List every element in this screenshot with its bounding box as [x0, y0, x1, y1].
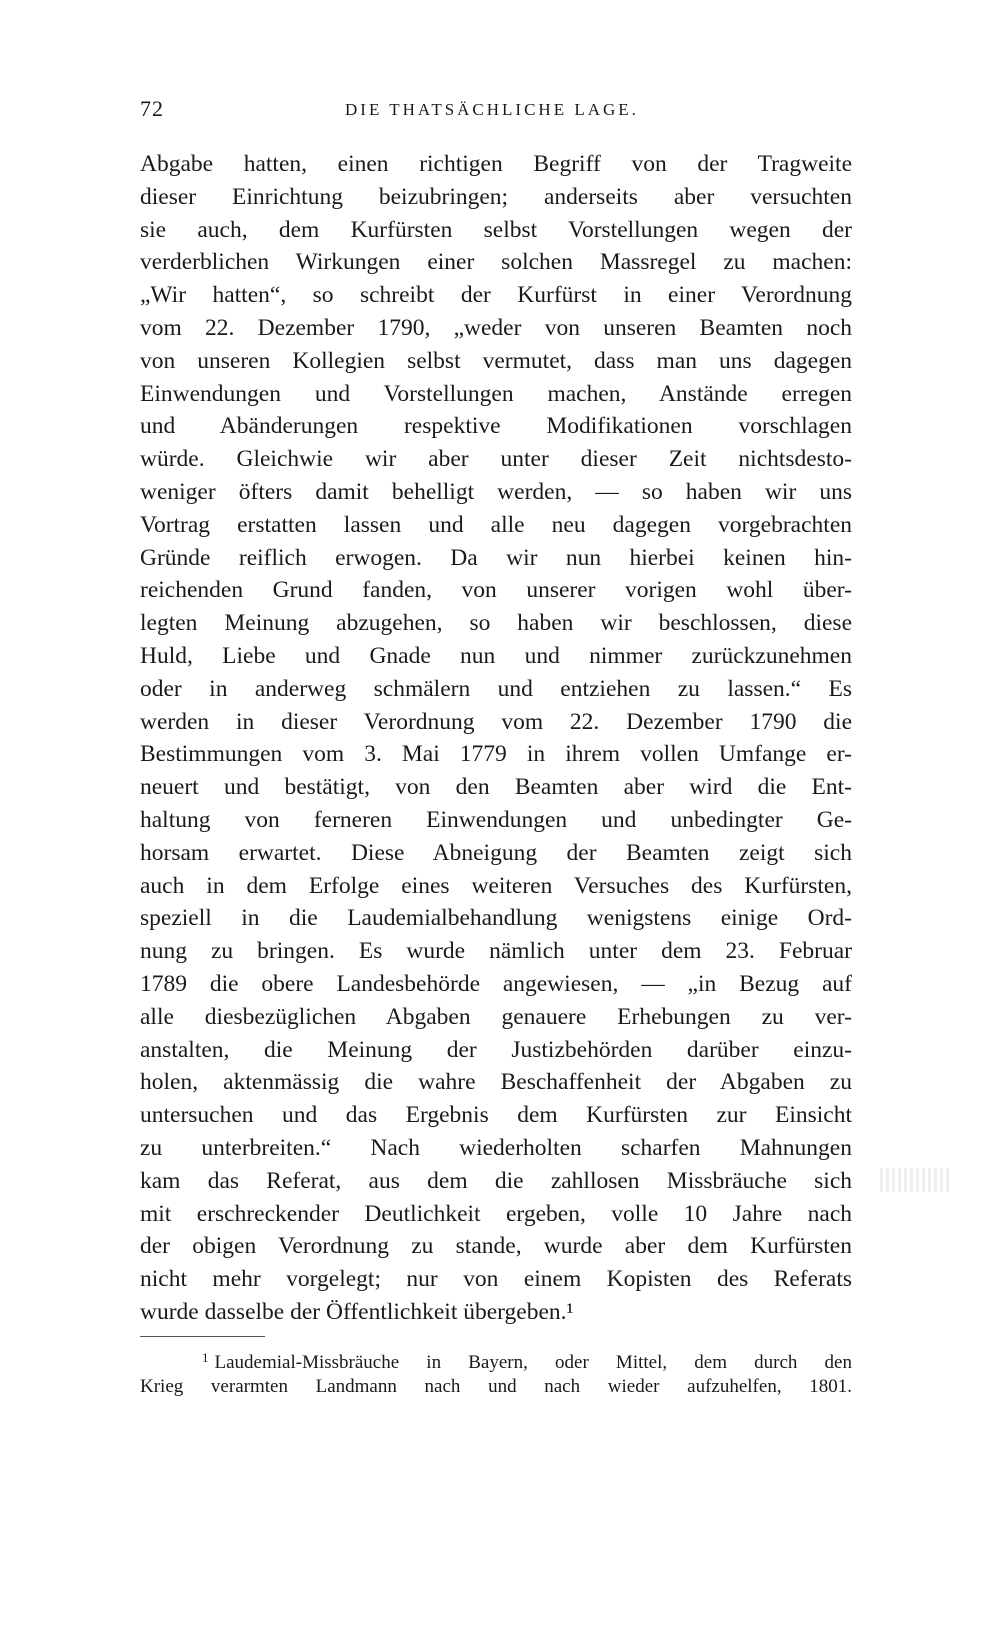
body-line: mit erschreckender Deutlichkeit ergeben, volle 10 Jahre nach: [140, 1200, 852, 1227]
body-line: vom 22. Dezember 1790, „weder von unseren Beamten noch: [140, 314, 852, 341]
body-line: untersuchen und das Ergebnis dem Kurfürsten zur Einsicht: [140, 1102, 852, 1129]
body-line: dieser Einrichtung beizubringen; anderseits aber versuchten: [140, 183, 852, 210]
body-line: und Abänderungen respektive Modifikationen vorschlagen: [140, 413, 852, 440]
footnote-line: Krieg verarmten Landmann nach und nach wieder aufzuhelfen, 1801.: [140, 1376, 852, 1397]
footnote-rule: [140, 1336, 265, 1337]
body-line: speziell in die Laudemialbehandlung wenigstens einige Ord-: [140, 905, 852, 932]
body-line: nung zu bringen. Es wurde nämlich unter dem 23. Februar: [140, 938, 852, 965]
body-line: Bestimmungen vom 3. Mai 1779 in ihrem vollen Umfange er-: [140, 741, 852, 768]
page-number: 72: [140, 96, 164, 121]
footnotes: [140, 1343, 852, 1401]
body-text: [140, 148, 852, 1329]
body-line: von unseren Kollegien selbst vermutet, dass man uns dagegen: [140, 347, 852, 374]
body-line: Huld, Liebe und Gnade nun und nimmer zurückzunehmen: [140, 642, 852, 669]
footnote-line: [140, 1343, 852, 1372]
body-line: „Wir hatten“, so schreibt der Kurfürst in einer Verordnung: [140, 282, 852, 309]
body-line: holen, aktenmässig die wahre Beschaffenheit der Abgaben zu: [140, 1069, 852, 1096]
body-line: neuert und bestätigt, von den Beamten aber wird die Ent-: [140, 774, 852, 801]
body-line: verderblichen Wirkungen einer solchen Massregel zu machen:: [140, 249, 852, 276]
body-line: anstalten, die Meinung der Justizbehörden darüber einzu-: [140, 1036, 852, 1063]
body-line: Abgabe hatten, einen richtigen Begriff von der Tragweite: [140, 151, 852, 177]
running-title: DIE THATSÄCHLICHE LAGE.: [345, 100, 639, 119]
body-line: 1789 die obere Landesbehörde angewiesen, — „in Bezug auf: [140, 970, 852, 997]
body-line: oder in anderweg schmälern und entziehen zu lassen.“ Es: [140, 675, 852, 702]
body-line: der obigen Verordnung zu stande, wurde aber dem Kurfürsten: [140, 1233, 852, 1260]
running-head: [140, 96, 850, 126]
bleed-through-mark: [880, 1168, 950, 1192]
body-line: würde. Gleichwie wir aber unter dieser Zeit nichtsdesto-: [140, 446, 852, 473]
body-line: kam das Referat, aus dem die zahllosen Missbräuche sich: [140, 1167, 852, 1194]
footnote-marker: 1: [202, 1350, 209, 1365]
body-line: Gründe reiflich erwogen. Da wir nun hierbei keinen hin-: [140, 544, 852, 571]
body-line: reichenden Grund fanden, von unserer vorigen wohl über-: [140, 577, 852, 604]
body-line: werden in dieser Verordnung vom 22. Dezember 1790 die: [140, 708, 852, 735]
body-line: legten Meinung abzugehen, so haben wir beschlossen, diese: [140, 610, 852, 637]
body-line: weniger öfters damit behelligt werden, — so haben wir uns: [140, 478, 852, 505]
body-line: Vortrag erstatten lassen und alle neu dagegen vorgebrachten: [140, 511, 852, 538]
body-line: Einwendungen und Vorstellungen machen, Anstände erregen: [140, 380, 852, 407]
body-line: sie auch, dem Kurfürsten selbst Vorstellungen wegen der: [140, 216, 852, 243]
body-line: haltung von ferneren Einwendungen und unbedingter Ge-: [140, 806, 852, 833]
body-line: zu unterbreiten.“ Nach wiederholten scharfen Mahnungen: [140, 1134, 852, 1161]
body-line: alle diesbezüglichen Abgaben genauere Erhebungen zu ver-: [140, 1003, 852, 1030]
footnote-text: Laudemial-Missbräuche in Bayern, oder Mittel, dem durch den: [214, 1352, 852, 1372]
body-line: nicht mehr vorgelegt; nur von einem Kopisten des Referats: [140, 1266, 852, 1293]
body-line: horsam erwartet. Diese Abneigung der Beamten zeigt sich: [140, 839, 852, 866]
body-line: wurde dasselbe der Öffentlichkeit übergeben.¹: [140, 1298, 574, 1325]
body-line: auch in dem Erfolge eines weiteren Versuches des Kurfürsten,: [140, 872, 852, 899]
